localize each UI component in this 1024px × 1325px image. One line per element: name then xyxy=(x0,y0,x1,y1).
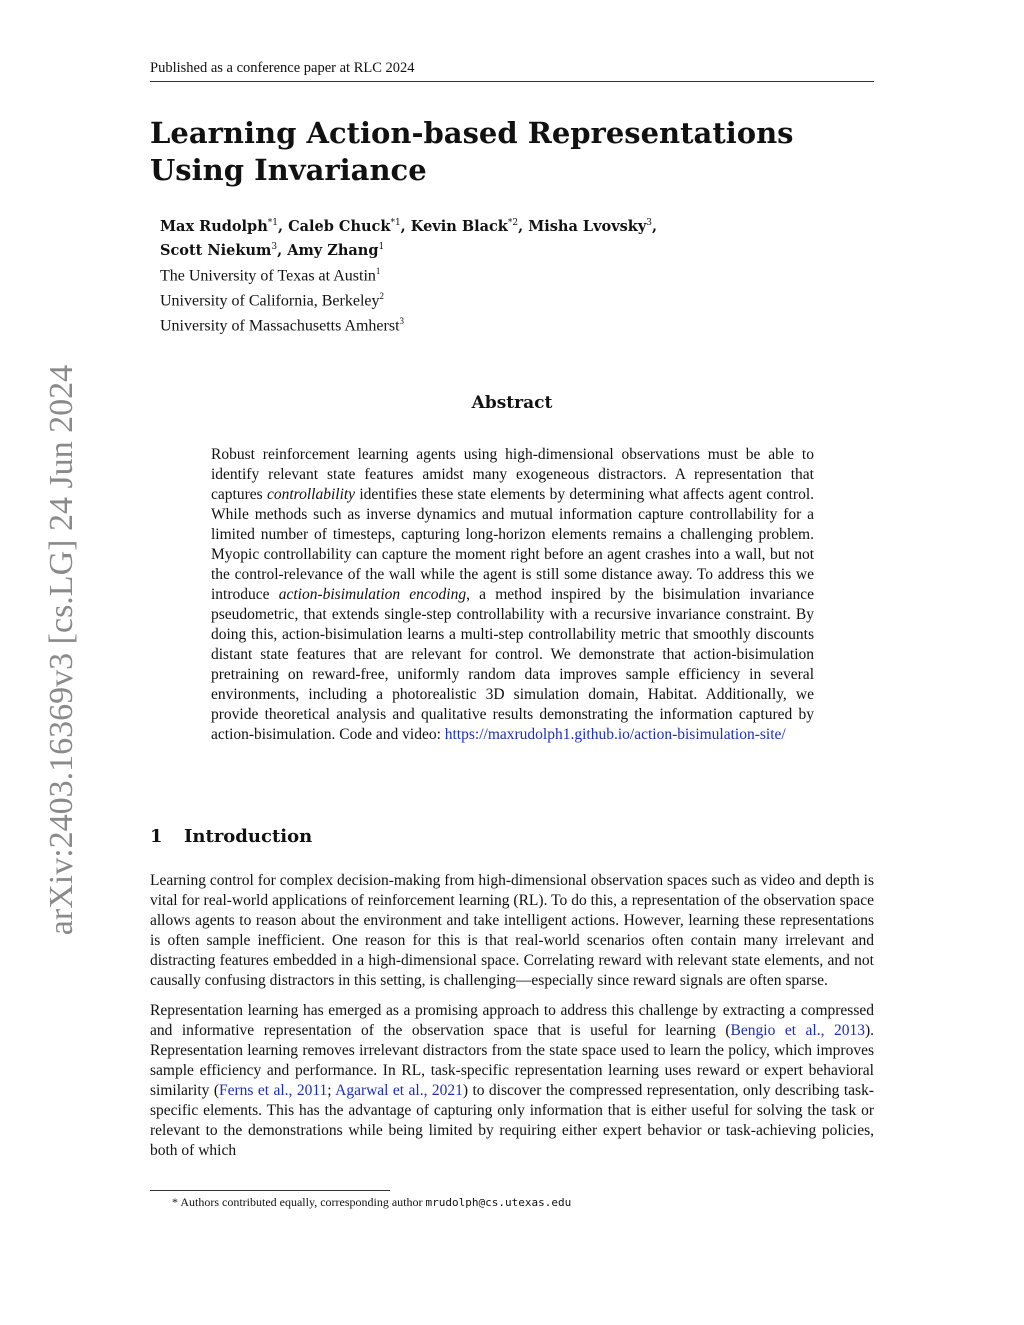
running-header: Published as a conference paper at RLC 2024 xyxy=(150,60,874,82)
citation-link[interactable]: Agarwal et al., 2021 xyxy=(335,1082,463,1099)
author-block xyxy=(160,213,860,337)
author: Kevin Black xyxy=(410,217,508,235)
author-sup: 3 xyxy=(646,218,652,228)
abstract-heading: Abstract xyxy=(471,393,553,413)
affiliation: University of California, Berkeley$^2$ xyxy=(160,290,384,310)
affiliation: The University of Texas at Austin$^1$ xyxy=(160,265,381,284)
introduction-body xyxy=(150,871,874,1171)
affiliation: University of Massachusetts Amherst$^3$ xyxy=(160,316,405,335)
paper-title: Learning Action-based Representations Using Invariance xyxy=(150,116,794,187)
project-link[interactable]: https://maxrudolph1.github.io/action-bisimulation-site/ xyxy=(444,726,786,743)
author: Scott Niekum xyxy=(160,241,272,259)
author-sup: *1 xyxy=(390,218,401,228)
paragraph: Learning control for complex decision-making from high-dimensional observation spaces such as video and depth is vital for real-world applications of reinforcement learning (RL). To do this, a representation of the observation space allows agents to reason about the environment and take intelligent actions. However, learning these representations is often sample inefficient. One reason for this is that real-world scenarios often contain many irrelevant and distracting features embedded in a high-dimensional space. Correlating reward with relevant state elements, and not causally confusing distractors in this setting, is challenging—especially since reward signals are often sparse. xyxy=(150,872,874,989)
author: Misha Lvovsky xyxy=(528,217,647,235)
arxiv-watermark: arXiv:2403.16369v3 [cs.LG] 24 Jun 2024 xyxy=(43,364,80,936)
email: mrudolph@cs.utexas.edu xyxy=(425,1196,572,1209)
citation-link[interactable]: Ferns et al., 2011 xyxy=(219,1082,328,1099)
author-sup: *2 xyxy=(507,218,519,228)
footnote: * Authors contributed equally, corresponding author mrudolph@cs.utexas.edu xyxy=(172,1195,572,1209)
citation-link[interactable]: Bengio et al., 2013 xyxy=(730,1022,865,1039)
author: Max Rudolph xyxy=(160,217,268,235)
section-heading: 1 Introduction xyxy=(150,826,313,847)
author-names: Max Rudolph$^{*1}$, Caleb Chuck$^{*1}$, Kevin Black$^{*2}$, Misha Lvovsky$^3$, Scott Niekum$^3$, Amy Zhang$^1$ xyxy=(160,217,658,259)
author-sup: 1 xyxy=(378,241,385,252)
author: Caleb Chuck xyxy=(288,217,391,235)
author-sup: 3 xyxy=(271,241,278,252)
abstract-body: Robust reinforcement learning agents using high-dimensional observations must be able to identify relevant state features amidst many exogeneous distractors. A representation that captures controllability identifies these state elements by determining what affects agent control. While methods such as inverse dynamics and mutual information capture controllability for a limited number of timesteps, capturing long-horizon elements remains a challenging problem. Myopic controllability can capture the moment right before an agent crashes into a wall, but not the control-relevance of the wall while the agent is still some distance away. To address this we introduce action-bisimulation encoding, a method inspired by the bisimulation invariance pseudometric, that extends single-step controllability with a recursive invariance constraint. By doing this, action-bisimulation learns a multi-step controllability metric that smoothly discounts distant state features that are relevant for control. We demonstrate that action-bisimulation pretraining on reward-free, uniformly random data improves sample efficiency in several environments, including a photorealistic 3D simulation domain, Habitat. Additionally, we provide theoretical analysis and qualitative results demonstrating the information captured by action-bisimulation. Code and video: https://maxrudolph1.github.io/action-bisimulation-site/ xyxy=(211,446,815,743)
author: Amy Zhang xyxy=(287,241,379,259)
footnote-divider xyxy=(150,1190,390,1191)
author-sup: *1 xyxy=(267,218,278,228)
paragraph: Representation learning has emerged as a promising approach to address this challenge by extracting a compressed and informative representation of the observation space that is useful for learning (Bengio et al., 2013). Representation learning removes irrelevant distractors from the state space used to learn the policy, which improves sample efficiency and performance. In RL, task-specific representation learning uses reward or expert behavioral similarity (Ferns et al., 2011; Agarwal et al., 2021) to discover the compressed representation, only describing task-specific elements. This has the advantage of capturing only information that is either useful for solving the task or relevant to the demonstrations while being limited by requiring either expert behavior or task-achieving policies, both of which xyxy=(150,1002,874,1159)
